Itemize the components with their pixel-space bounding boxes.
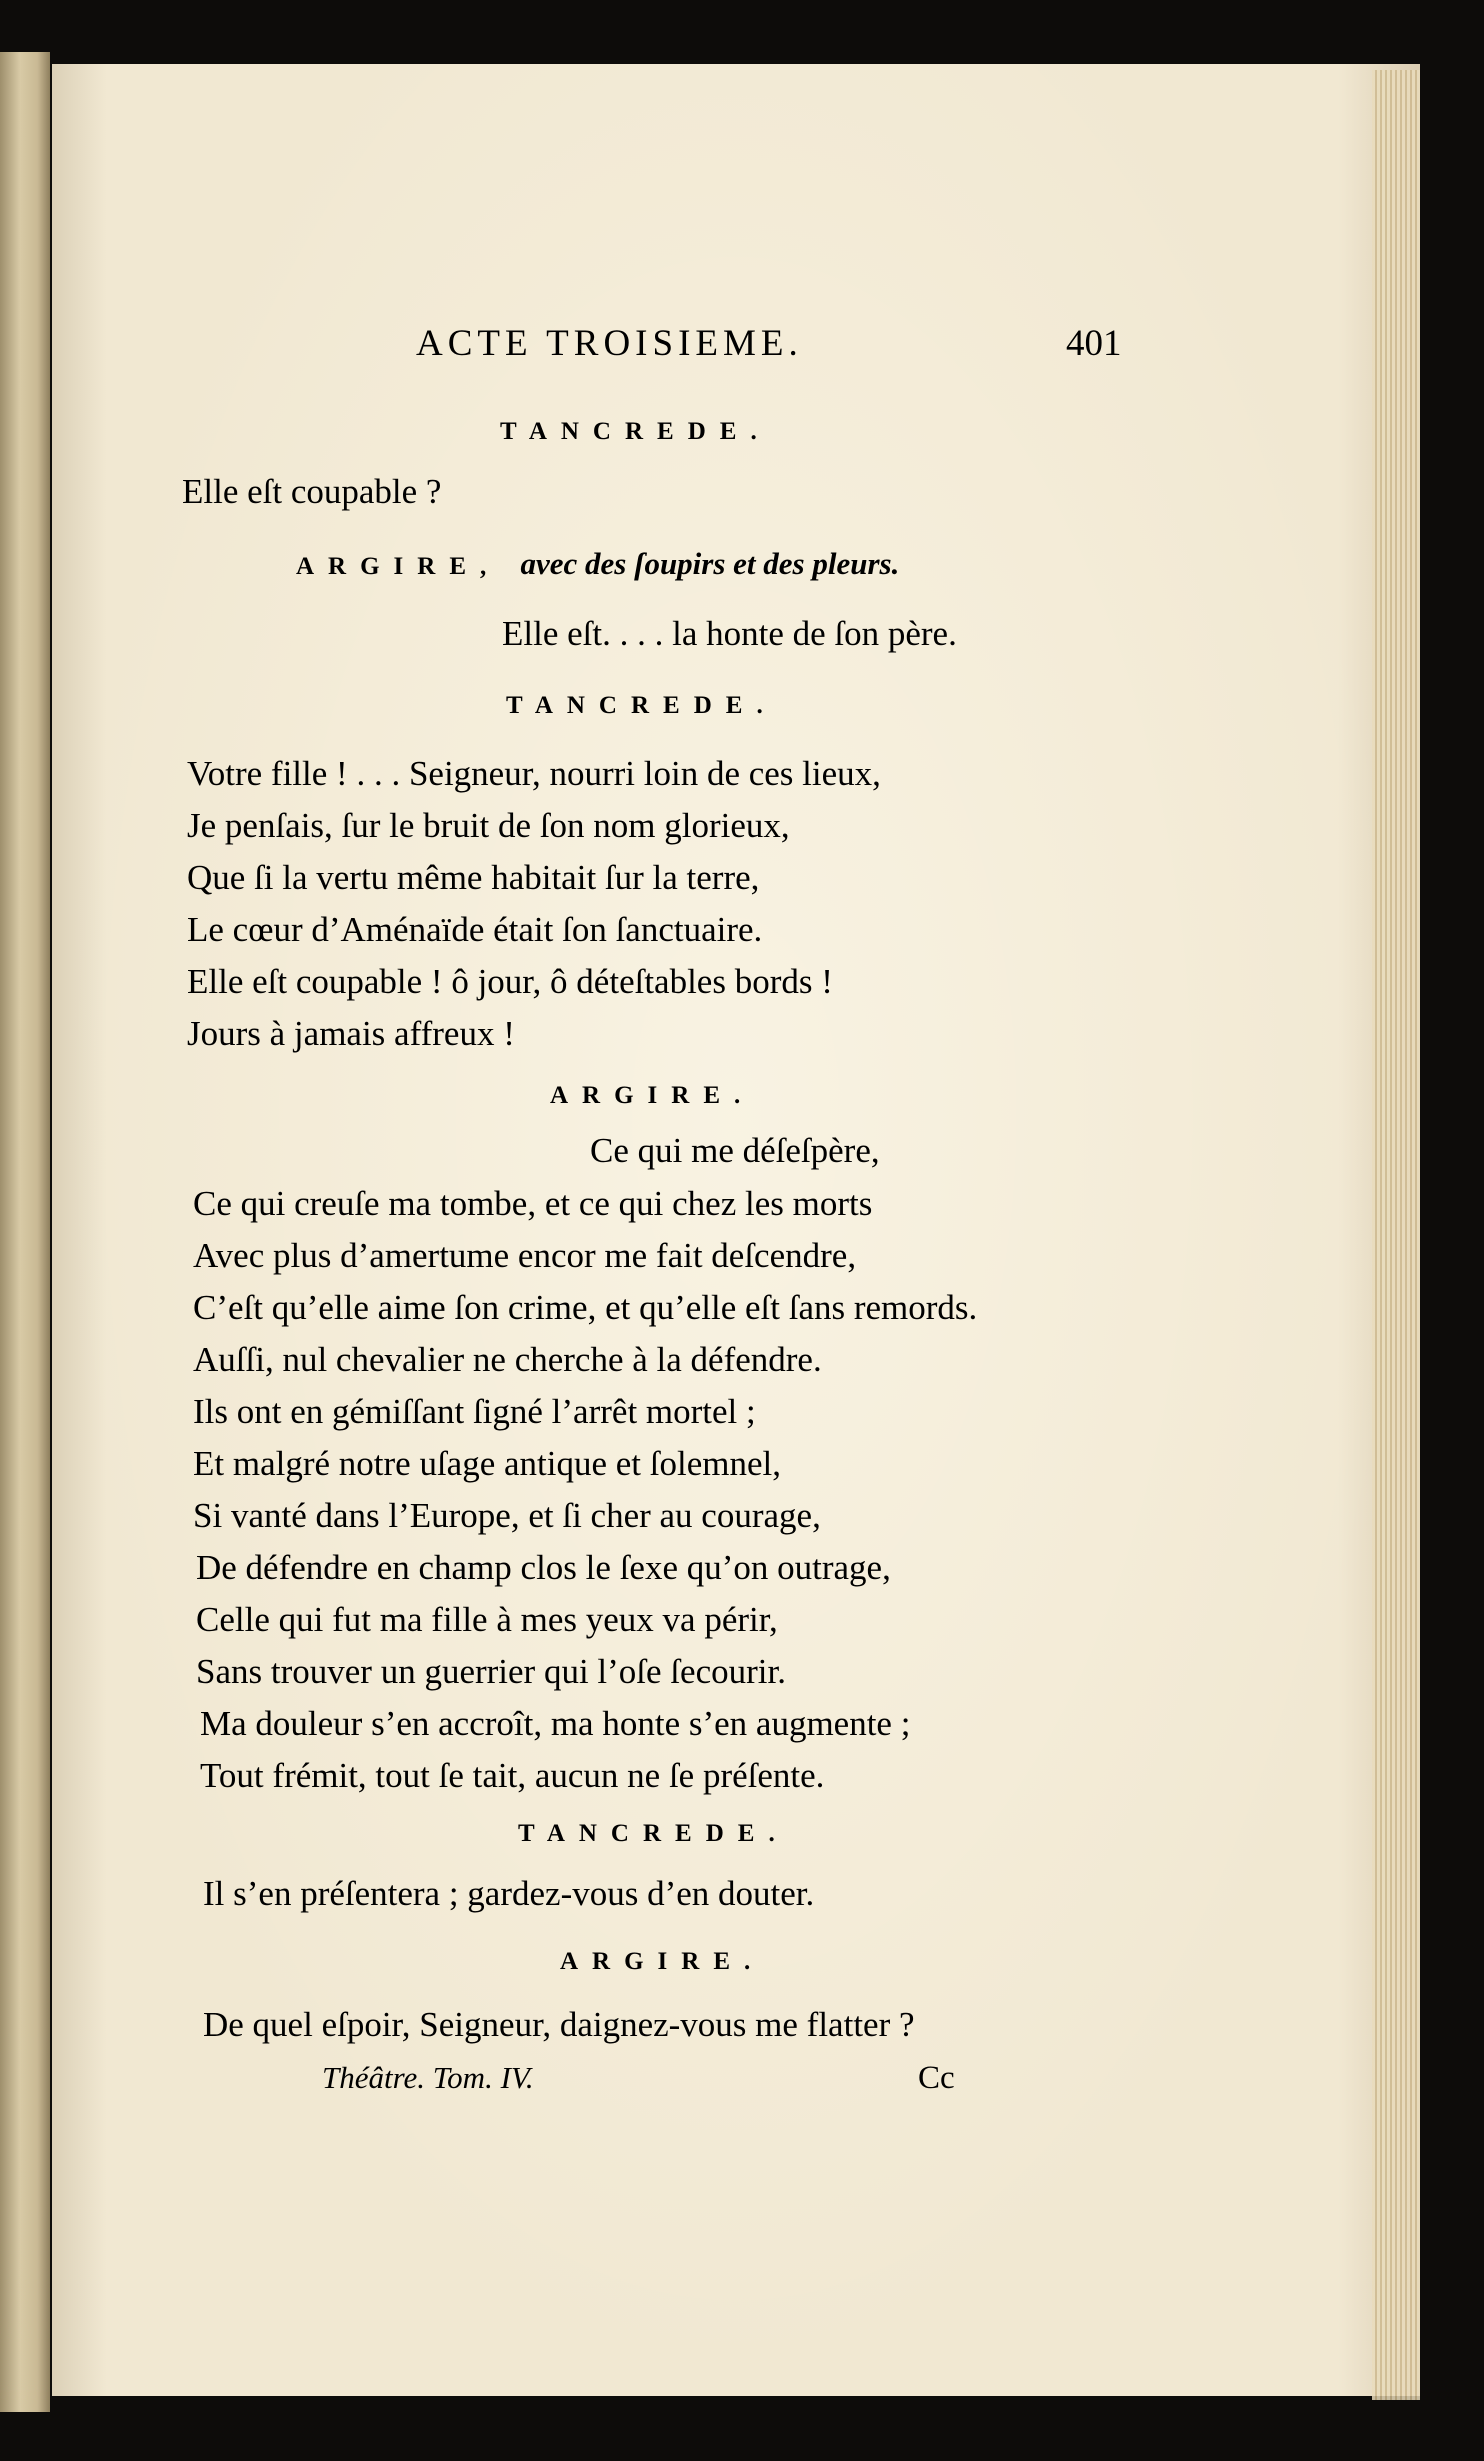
verse-line: Tout frémit, tout ſe tait, aucun ne ſe préſente. <box>200 1756 825 1795</box>
speaker-name: ARGIRE, <box>296 553 501 580</box>
verse-line: Ce qui creuſe ma tombe, et ce qui chez les morts <box>193 1184 873 1223</box>
verse-line: Ma douleur s’en accroît, ma honte s’en augmente ; <box>200 1704 911 1743</box>
book-page <box>52 64 1420 2396</box>
verse-line: Votre fille ! . . . Seigneur, nourri loin de ces lieux, <box>187 754 881 793</box>
verse-line: Elle eſt coupable ? <box>182 472 442 511</box>
verse-line: Jours à jamais affreux ! <box>187 1014 515 1053</box>
verse-line: Ils ont en gémiſſant ſigné l’arrêt mortel ; <box>193 1392 756 1431</box>
verse-line: Ce qui me déſeſpère, <box>590 1131 880 1170</box>
verse-line: Il s’en préſentera ; gardez-vous d’en douter. <box>203 1874 815 1913</box>
verse-line: De défendre en champ clos le ſexe qu’on outrage, <box>196 1548 891 1587</box>
footer-source: Théâtre. Tom. IV. <box>322 2060 534 2095</box>
page-number: 401 <box>1066 323 1122 364</box>
verse-line: Elle eſt coupable ! ô jour, ô déteſtables bords ! <box>187 962 833 1001</box>
verse-line: Le cœur d’Aménaïde était ſon ſanctuaire. <box>187 910 763 949</box>
speaker-line <box>296 546 899 582</box>
verse-line: C’eſt qu’elle aime ſon crime, et qu’elle eſt ſans remords. <box>193 1288 978 1327</box>
facing-page-edge <box>0 52 50 2412</box>
verse-line: Sans trouver un guerrier qui l’oſe ſecourir. <box>196 1652 786 1691</box>
verse-line: Celle qui fut ma fille à mes yeux va périr, <box>196 1600 778 1639</box>
speaker-name: TANCREDE. <box>518 1820 789 1847</box>
verse-line: Si vanté dans l’Europe, et ſi cher au courage, <box>193 1496 821 1535</box>
verse-line: De quel eſpoir, Seigneur, daignez-vous me flatter ? <box>203 2005 915 2044</box>
stage-direction: avec des ſoupirs et des pleurs. <box>520 546 900 581</box>
verse-line: Avec plus d’amertume encor me fait deſcendre, <box>193 1236 857 1275</box>
verse-line: Auſſi, nul chevalier ne cherche à la défendre. <box>193 1340 822 1379</box>
verse-line: Je penſais, ſur le bruit de ſon nom glorieux, <box>187 806 790 845</box>
speaker-name: ARGIRE. <box>550 1082 755 1109</box>
speaker-name: TANCREDE. <box>506 692 777 719</box>
speaker-name: ARGIRE. <box>560 1948 765 1975</box>
speaker-name: TANCREDE. <box>500 418 771 445</box>
signature-mark: Cc <box>918 2060 955 2096</box>
running-title: ACTE TROISIEME. <box>416 323 803 364</box>
page-fore-edge <box>1372 70 1420 2400</box>
verse-line: Que ſi la vertu même habitait ſur la terre, <box>187 858 760 897</box>
verse-line: Et malgré notre uſage antique et ſolemnel, <box>193 1444 781 1483</box>
verse-line: Elle eſt. . . . la honte de ſon père. <box>502 614 957 653</box>
